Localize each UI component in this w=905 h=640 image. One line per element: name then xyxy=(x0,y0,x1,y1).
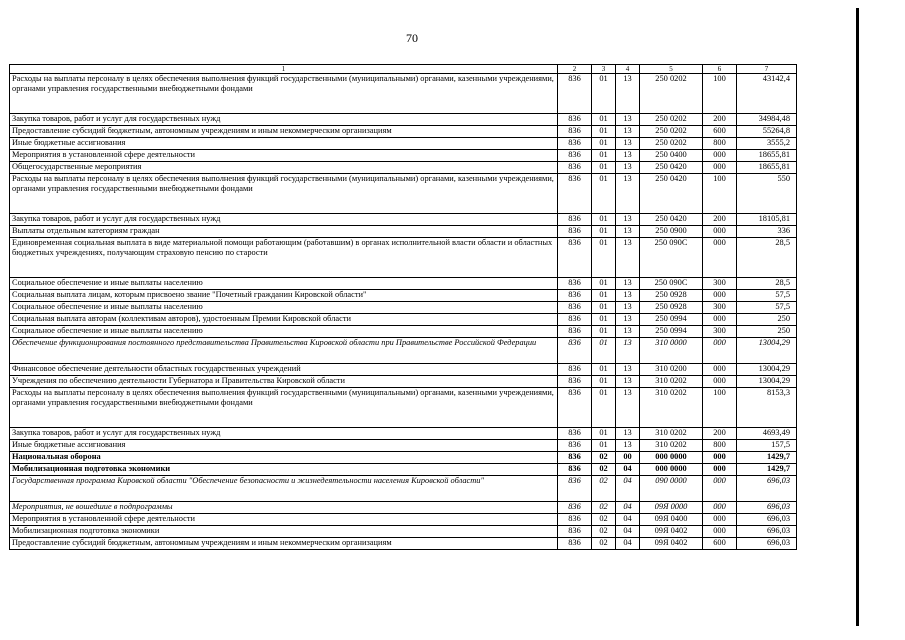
target-article-cell: 310 0202 xyxy=(640,376,703,388)
target-article-cell: 250 0202 xyxy=(640,74,703,114)
table-row xyxy=(10,278,797,290)
expense-type-cell: 300 xyxy=(703,278,737,290)
target-article-cell: 310 0202 xyxy=(640,440,703,452)
section-code-cell: 01 xyxy=(592,338,616,364)
table-row xyxy=(10,526,797,538)
expense-type-cell: 600 xyxy=(703,126,737,138)
section-code-cell: 01 xyxy=(592,226,616,238)
table-row xyxy=(10,326,797,338)
row-name-cell: Учреждения по обеспечению деятельности Губернатора и Правительства Кировской области xyxy=(10,376,558,388)
page-number: 70 xyxy=(406,31,418,45)
header-cell: 7 xyxy=(737,65,797,74)
row-name-cell: Мероприятия, не вошедшие в подпрограммы xyxy=(10,502,558,514)
expense-type-cell: 100 xyxy=(703,388,737,428)
section-code-cell: 02 xyxy=(592,452,616,464)
header-cell: 4 xyxy=(616,65,640,74)
expense-type-cell: 200 xyxy=(703,214,737,226)
expense-type-cell: 000 xyxy=(703,526,737,538)
ministry-code-cell: 836 xyxy=(558,238,592,278)
target-article-cell: 250 0928 xyxy=(640,290,703,302)
target-article-cell: 000 0000 xyxy=(640,464,703,476)
section-code-cell: 02 xyxy=(592,538,616,550)
amount-cell: 13004,29 xyxy=(737,338,797,364)
row-name-cell: Социальная выплата авторам (коллективам авторов), удостоенным Премии Кировской области xyxy=(10,314,558,326)
header-cell: 5 xyxy=(640,65,703,74)
row-name-cell: Предоставление субсидий бюджетным, автономным учреждениям и иным некоммерческим организациям xyxy=(10,126,558,138)
ministry-code-cell: 836 xyxy=(558,388,592,428)
table-row xyxy=(10,226,797,238)
ministry-code-cell: 836 xyxy=(558,302,592,314)
section-code-cell: 02 xyxy=(592,464,616,476)
row-name-cell: Закупка товаров, работ и услуг для государственных нужд xyxy=(10,214,558,226)
ministry-code-cell: 836 xyxy=(558,214,592,226)
target-article-cell: 090 0000 xyxy=(640,476,703,502)
expense-type-cell: 000 xyxy=(703,162,737,174)
subsection-code-cell: 13 xyxy=(616,326,640,338)
ministry-code-cell: 836 xyxy=(558,174,592,214)
section-code-cell: 01 xyxy=(592,440,616,452)
section-code-cell: 01 xyxy=(592,214,616,226)
section-code-cell: 01 xyxy=(592,126,616,138)
ministry-code-cell: 836 xyxy=(558,314,592,326)
amount-cell: 336 xyxy=(737,226,797,238)
target-article-cell: 310 0202 xyxy=(640,388,703,428)
expense-type-cell: 000 xyxy=(703,376,737,388)
expense-type-cell: 100 xyxy=(703,74,737,114)
amount-cell: 3555,2 xyxy=(737,138,797,150)
target-article-cell: 250 0900 xyxy=(640,226,703,238)
header-cell: 6 xyxy=(703,65,737,74)
table-row xyxy=(10,138,797,150)
amount-cell: 43142,4 xyxy=(737,74,797,114)
amount-cell: 28,5 xyxy=(737,278,797,290)
section-code-cell: 02 xyxy=(592,514,616,526)
row-name-cell: Социальное обеспечение и иные выплаты населению xyxy=(10,302,558,314)
target-article-cell: 09Я 0402 xyxy=(640,538,703,550)
row-name-cell: Предоставление субсидий бюджетным, автономным учреждениям и иным некоммерческим организациям xyxy=(10,538,558,550)
table-row xyxy=(10,238,797,278)
subsection-code-cell: 13 xyxy=(616,126,640,138)
row-name-cell: Социальное обеспечение и иные выплаты населению xyxy=(10,326,558,338)
amount-cell: 57,5 xyxy=(737,302,797,314)
target-article-cell: 250 0202 xyxy=(640,114,703,126)
section-code-cell: 01 xyxy=(592,314,616,326)
subsection-code-cell: 13 xyxy=(616,74,640,114)
table-row xyxy=(10,338,797,364)
table-row xyxy=(10,302,797,314)
subsection-code-cell: 13 xyxy=(616,302,640,314)
subsection-code-cell: 13 xyxy=(616,214,640,226)
amount-cell: 696,03 xyxy=(737,514,797,526)
table-row xyxy=(10,440,797,452)
table-body xyxy=(10,74,797,550)
ministry-code-cell: 836 xyxy=(558,364,592,376)
amount-cell: 1429,7 xyxy=(737,452,797,464)
section-code-cell: 01 xyxy=(592,138,616,150)
table-row xyxy=(10,290,797,302)
section-code-cell: 01 xyxy=(592,174,616,214)
table-row xyxy=(10,126,797,138)
table-row xyxy=(10,502,797,514)
subsection-code-cell: 04 xyxy=(616,538,640,550)
expense-type-cell: 000 xyxy=(703,238,737,278)
section-code-cell: 02 xyxy=(592,502,616,514)
table-row xyxy=(10,162,797,174)
amount-cell: 250 xyxy=(737,314,797,326)
amount-cell: 696,03 xyxy=(737,476,797,502)
subsection-code-cell: 13 xyxy=(616,338,640,364)
row-name-cell: Расходы на выплаты персоналу в целях обеспечения выполнения функций государственными (муниципальными) органами, казенными учреждениями, органами управления государственными внебюджетными фондами xyxy=(10,174,558,214)
expense-type-cell: 000 xyxy=(703,476,737,502)
ministry-code-cell: 836 xyxy=(558,502,592,514)
subsection-code-cell: 13 xyxy=(616,114,640,126)
amount-cell: 1429,7 xyxy=(737,464,797,476)
ministry-code-cell: 836 xyxy=(558,290,592,302)
ministry-code-cell: 836 xyxy=(558,162,592,174)
target-article-cell: 310 0000 xyxy=(640,338,703,364)
table-row xyxy=(10,114,797,126)
expense-type-cell: 000 xyxy=(703,464,737,476)
ministry-code-cell: 836 xyxy=(558,338,592,364)
ministry-code-cell: 836 xyxy=(558,74,592,114)
target-article-cell: 250 0994 xyxy=(640,314,703,326)
subsection-code-cell: 04 xyxy=(616,464,640,476)
amount-cell: 550 xyxy=(737,174,797,214)
subsection-code-cell: 13 xyxy=(616,376,640,388)
row-name-cell: Иные бюджетные ассигнования xyxy=(10,138,558,150)
expense-type-cell: 100 xyxy=(703,174,737,214)
section-code-cell: 01 xyxy=(592,162,616,174)
table-row xyxy=(10,214,797,226)
ministry-code-cell: 836 xyxy=(558,150,592,162)
row-name-cell: Расходы на выплаты персоналу в целях обеспечения выполнения функций государственными (муниципальными) органами, казенными учреждениями, органами управления государственными внебюджетными фондами xyxy=(10,388,558,428)
subsection-code-cell: 13 xyxy=(616,278,640,290)
target-article-cell: 09Я 0000 xyxy=(640,502,703,514)
target-article-cell: 250 0202 xyxy=(640,138,703,150)
table-row xyxy=(10,464,797,476)
subsection-code-cell: 04 xyxy=(616,502,640,514)
ministry-code-cell: 836 xyxy=(558,278,592,290)
target-article-cell: 09Я 0402 xyxy=(640,526,703,538)
expense-type-cell: 000 xyxy=(703,338,737,364)
section-code-cell: 01 xyxy=(592,388,616,428)
table-row xyxy=(10,388,797,428)
row-name-cell: Общегосударственные мероприятия xyxy=(10,162,558,174)
section-code-cell: 02 xyxy=(592,476,616,502)
ministry-code-cell: 836 xyxy=(558,138,592,150)
section-code-cell: 02 xyxy=(592,526,616,538)
row-name-cell: Мероприятия в установленной сфере деятельности xyxy=(10,150,558,162)
expense-type-cell: 000 xyxy=(703,290,737,302)
expense-type-cell: 000 xyxy=(703,150,737,162)
amount-cell: 250 xyxy=(737,326,797,338)
subsection-code-cell: 13 xyxy=(616,150,640,162)
section-code-cell: 01 xyxy=(592,74,616,114)
subsection-code-cell: 13 xyxy=(616,388,640,428)
row-name-cell: Выплаты отдельным категориям граждан xyxy=(10,226,558,238)
row-name-cell: Мобилизационная подготовка экономики xyxy=(10,526,558,538)
expense-type-cell: 000 xyxy=(703,364,737,376)
amount-cell: 8153,3 xyxy=(737,388,797,428)
table-row xyxy=(10,174,797,214)
expense-type-cell: 000 xyxy=(703,502,737,514)
row-name-cell: Единовременная социальная выплата в виде материальной помощи работающим (работавшим) в органах исполнительной власти области и областных бюджетных учреждениях, получающим страховую пенсию по старости xyxy=(10,238,558,278)
subsection-code-cell: 13 xyxy=(616,364,640,376)
section-code-cell: 01 xyxy=(592,150,616,162)
amount-cell: 4693,49 xyxy=(737,428,797,440)
target-article-cell: 250 0994 xyxy=(640,326,703,338)
ministry-code-cell: 836 xyxy=(558,538,592,550)
row-name-cell: Мобилизационная подготовка экономики xyxy=(10,464,558,476)
ministry-code-cell: 836 xyxy=(558,428,592,440)
target-article-cell: 250 090С xyxy=(640,278,703,290)
row-name-cell: Иные бюджетные ассигнования xyxy=(10,440,558,452)
row-name-cell: Закупка товаров, работ и услуг для государственных нужд xyxy=(10,428,558,440)
table-row xyxy=(10,364,797,376)
ministry-code-cell: 836 xyxy=(558,452,592,464)
table-row xyxy=(10,376,797,388)
page-edge-rule xyxy=(856,8,859,626)
amount-cell: 696,03 xyxy=(737,502,797,514)
target-article-cell: 250 0420 xyxy=(640,162,703,174)
ministry-code-cell: 836 xyxy=(558,326,592,338)
row-name-cell: Социальное обеспечение и иные выплаты населению xyxy=(10,278,558,290)
row-name-cell: Закупка товаров, работ и услуг для государственных нужд xyxy=(10,114,558,126)
expense-type-cell: 200 xyxy=(703,428,737,440)
header-cell: 3 xyxy=(592,65,616,74)
amount-cell: 696,03 xyxy=(737,538,797,550)
subsection-code-cell: 13 xyxy=(616,290,640,302)
target-article-cell: 250 090С xyxy=(640,238,703,278)
budget-table xyxy=(9,64,797,550)
subsection-code-cell: 00 xyxy=(616,452,640,464)
amount-cell: 18655,81 xyxy=(737,162,797,174)
ministry-code-cell: 836 xyxy=(558,440,592,452)
expense-type-cell: 300 xyxy=(703,326,737,338)
expense-type-cell: 000 xyxy=(703,314,737,326)
header-cell: 1 xyxy=(10,65,558,74)
ministry-code-cell: 836 xyxy=(558,376,592,388)
section-code-cell: 01 xyxy=(592,326,616,338)
target-article-cell: 000 0000 xyxy=(640,452,703,464)
table-row xyxy=(10,74,797,114)
section-code-cell: 01 xyxy=(592,364,616,376)
target-article-cell: 250 0400 xyxy=(640,150,703,162)
target-article-cell: 250 0202 xyxy=(640,126,703,138)
ministry-code-cell: 836 xyxy=(558,514,592,526)
row-name-cell: Национальная оборона xyxy=(10,452,558,464)
section-code-cell: 01 xyxy=(592,376,616,388)
target-article-cell: 250 0928 xyxy=(640,302,703,314)
amount-cell: 13004,29 xyxy=(737,376,797,388)
expense-type-cell: 800 xyxy=(703,138,737,150)
expense-type-cell: 000 xyxy=(703,226,737,238)
target-article-cell: 250 0420 xyxy=(640,214,703,226)
section-code-cell: 01 xyxy=(592,290,616,302)
target-article-cell: 09Я 0400 xyxy=(640,514,703,526)
subsection-code-cell: 13 xyxy=(616,138,640,150)
expense-type-cell: 200 xyxy=(703,114,737,126)
ministry-code-cell: 836 xyxy=(558,464,592,476)
table-row xyxy=(10,514,797,526)
target-article-cell: 250 0420 xyxy=(640,174,703,214)
subsection-code-cell: 13 xyxy=(616,174,640,214)
subsection-code-cell: 13 xyxy=(616,226,640,238)
table-row xyxy=(10,538,797,550)
subsection-code-cell: 13 xyxy=(616,314,640,326)
amount-cell: 28,5 xyxy=(737,238,797,278)
amount-cell: 57,5 xyxy=(737,290,797,302)
ministry-code-cell: 836 xyxy=(558,226,592,238)
amount-cell: 34984,48 xyxy=(737,114,797,126)
amount-cell: 18655,81 xyxy=(737,150,797,162)
subsection-code-cell: 04 xyxy=(616,526,640,538)
table-row xyxy=(10,150,797,162)
table-row xyxy=(10,452,797,464)
table-row xyxy=(10,314,797,326)
target-article-cell: 310 0202 xyxy=(640,428,703,440)
row-name-cell: Расходы на выплаты персоналу в целях обеспечения выполнения функций государственными (муниципальными) органами, казенными учреждениями, органами управления государственными внебюджетными фондами xyxy=(10,74,558,114)
section-code-cell: 01 xyxy=(592,114,616,126)
subsection-code-cell: 13 xyxy=(616,238,640,278)
header-row xyxy=(10,65,797,74)
expense-type-cell: 300 xyxy=(703,302,737,314)
ministry-code-cell: 836 xyxy=(558,476,592,502)
expense-type-cell: 600 xyxy=(703,538,737,550)
expense-type-cell: 000 xyxy=(703,452,737,464)
row-name-cell: Финансовое обеспечение деятельности областных государственных учреждений xyxy=(10,364,558,376)
section-code-cell: 01 xyxy=(592,428,616,440)
expense-type-cell: 800 xyxy=(703,440,737,452)
row-name-cell: Обеспечение функционирования постоянного представительства Правительства Кировской области при Правительстве Российской Федерации xyxy=(10,338,558,364)
amount-cell: 696,03 xyxy=(737,526,797,538)
target-article-cell: 310 0200 xyxy=(640,364,703,376)
subsection-code-cell: 04 xyxy=(616,514,640,526)
table-row xyxy=(10,428,797,440)
subsection-code-cell: 13 xyxy=(616,428,640,440)
amount-cell: 55264,8 xyxy=(737,126,797,138)
amount-cell: 157,5 xyxy=(737,440,797,452)
ministry-code-cell: 836 xyxy=(558,126,592,138)
expense-type-cell: 000 xyxy=(703,514,737,526)
amount-cell: 18105,81 xyxy=(737,214,797,226)
header-cell: 2 xyxy=(558,65,592,74)
table-row xyxy=(10,476,797,502)
subsection-code-cell: 13 xyxy=(616,162,640,174)
section-code-cell: 01 xyxy=(592,238,616,278)
ministry-code-cell: 836 xyxy=(558,114,592,126)
amount-cell: 13004,29 xyxy=(737,364,797,376)
row-name-cell: Государственная программа Кировской области "Обеспечение безопасности и жизнедеятельности населения Кировской области" xyxy=(10,476,558,502)
subsection-code-cell: 13 xyxy=(616,440,640,452)
subsection-code-cell: 04 xyxy=(616,476,640,502)
row-name-cell: Мероприятия в установленной сфере деятельности xyxy=(10,514,558,526)
row-name-cell: Социальная выплата лицам, которым присвоено звание "Почетный гражданин Кировской области" xyxy=(10,290,558,302)
section-code-cell: 01 xyxy=(592,278,616,290)
section-code-cell: 01 xyxy=(592,302,616,314)
ministry-code-cell: 836 xyxy=(558,526,592,538)
